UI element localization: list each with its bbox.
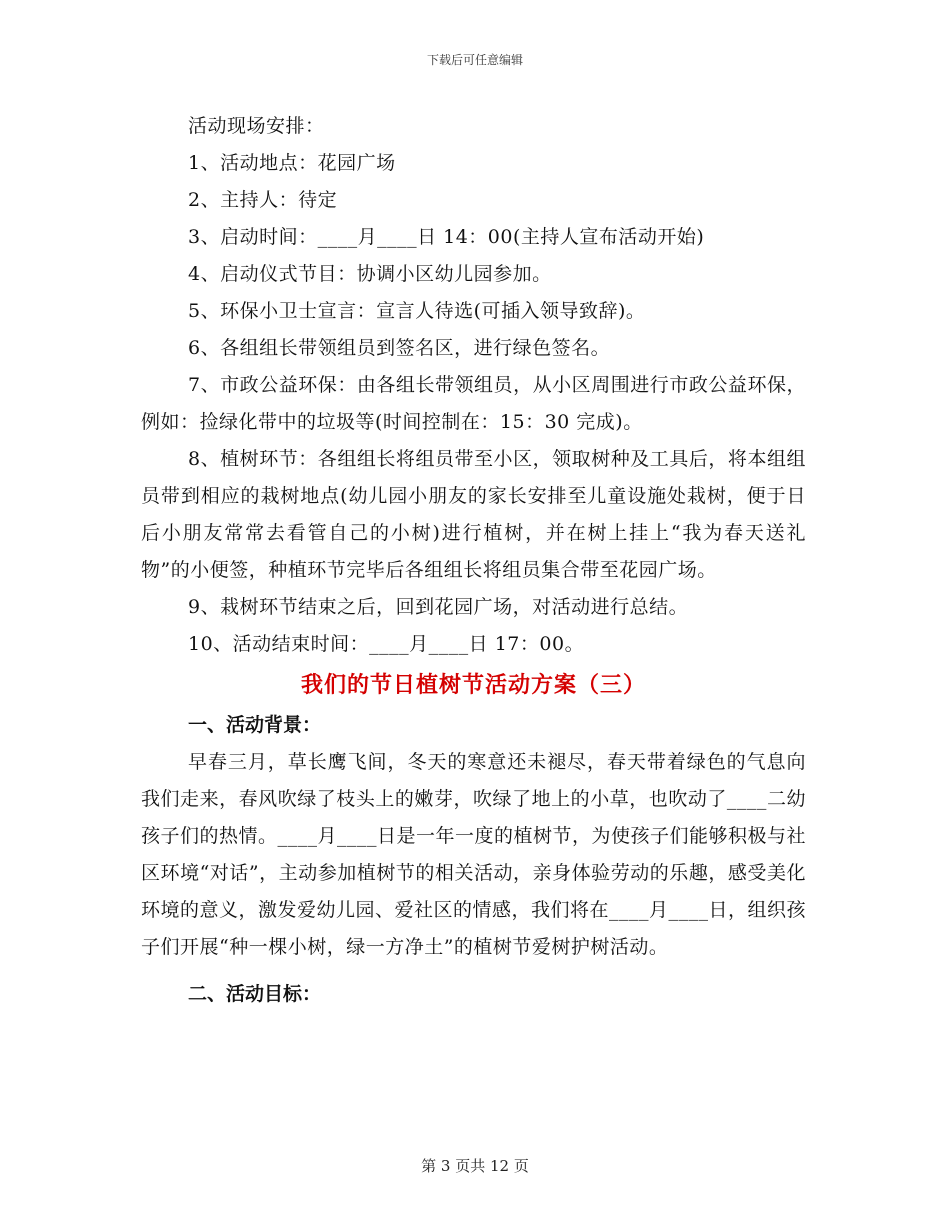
page-header: 下载后可任意编辑: [426, 53, 523, 67]
background-paragraph: 早春三月，草长鹰飞间，冬天的寒意还未褪尽，春天带着绿色的气息向我们走来，春风吹绿了枝头上的嫩芽，吹绿了地上的小草，也吹动了____二幼孩子们的热情。____月____日是一年一度的植树节，为使孩子们能够积极与社区环境“对话”，主动参加植树节的相关活动，亲身体验劳动的乐趣，感受美化环境的意义，激发爱幼儿园、爱社区的情感，我们将在____月____日，组织孩子们开展“种一棵小树，绿一方净土”的植树节爱树护树活动。: [141, 751, 807, 958]
arrangement-item-10: 10、活动结束时间：____月____日 17：00。: [188, 633, 585, 655]
document-body: [141, 108, 806, 1013]
arrangement-item-4: 4、启动仪式节目：协调小区幼儿园参加。: [188, 263, 552, 285]
arrangement-item-2: 2、主持人：待定: [188, 189, 338, 211]
arrangement-item-1: 1、活动地点：花园广场: [188, 152, 396, 174]
arrangement-item-7: 7、市政公益环保：由各组长带领组员，从小区周围进行市政公益环保，例如：捡绿化带中的垃圾等(时间控制在：15：30 完成)。: [141, 374, 806, 433]
plan-title: 我们的节日植树节活动方案（三）: [300, 672, 646, 698]
arrangement-item-9: 9、栽树环节结束之后，回到花园广场，对活动进行总结。: [188, 596, 689, 618]
arrangement-item-5: 5、环保小卫士宣言：宣言人待选(可插入领导致辞)。: [188, 300, 646, 322]
arrangement-item-6: 6、各组组长带领组员到签名区，进行绿色签名。: [188, 337, 611, 359]
arrangement-item-8: 8、植树环节：各组组长将组员带至小区，领取树种及工具后，将本组组员带到相应的栽树地点(幼儿园小朋友的家长安排至儿童设施处栽树，便于日后小朋友常常去看管自己的小树)进行植树，并在树上挂上“我为春天送礼物”的小便签，种植环节完毕后各组组长将组员集合带至花园广场。: [141, 448, 806, 581]
arrangement-title: 活动现场安排：: [188, 115, 325, 137]
background-heading: 一、活动背景：: [188, 714, 322, 736]
goal-heading: 二、活动目标：: [188, 983, 322, 1005]
page-footer: 第 3 页共 12 页: [421, 1157, 529, 1175]
arrangement-item-3: 3、启动时间：____月____日 14：00(主持人宣布活动开始): [188, 226, 705, 248]
